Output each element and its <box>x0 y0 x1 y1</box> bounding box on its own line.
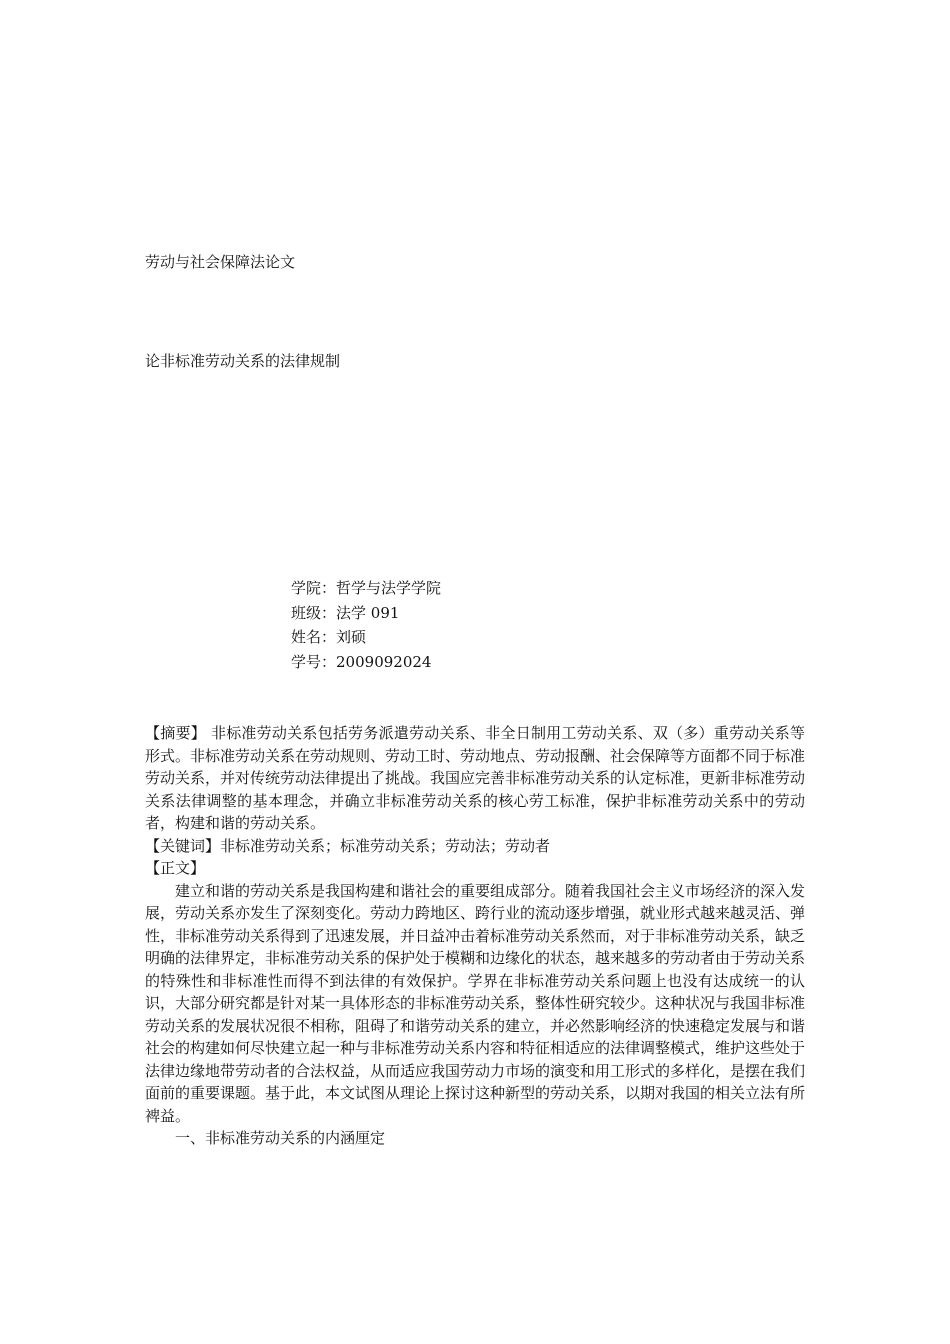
name-value: 刘硕 <box>336 628 367 646</box>
name-label: 姓名： <box>291 628 337 646</box>
keywords-paragraph <box>145 835 805 858</box>
body-paragraph-1: 建立和谐的劳动关系是我国构建和谐社会的重要组成部分。随着我国社会主义市场经济的深入发展，劳动关系亦发生了深刻变化。劳动力跨地区、跨行业的流动逐步增强，就业形式越来越灵活、弹性，非标准劳动关系得到了迅速发展，并日益冲击着标准劳动关系然而，对于非标准劳动关系，缺乏明确的法律界定，非标准劳动关系的保护处于模糊和边缘化的状态，越来越多的劳动者由于劳动关系的特殊性和非标准性而得不到法律的有效保护。学界在非标准劳动关系问题上也没有达成统一的认识，大部分研究都是针对某一具体形态的非标准劳动关系，整体性研究较少。这种状况与我国非标准劳动关系的发展状况很不相称，阻碍了和谐劳动关系的建立，并必然影响经济的快速稳定发展与和谐社会的构建如何尽快建立起一种与非标准劳动关系内容和特征相适应的法律调整模式，维护这些处于法律边缘地带劳动者的合法权益，从而适应我国劳动力市场的演变和用工形式的多样化，是摆在我们面前的重要课题。基于此，本文试图从理论上探讨这种新型的劳动关系，以期对我国的相关立法有所裨益。 <box>145 881 806 1125</box>
class-row <box>291 601 441 626</box>
college-value: 哲学与法学学院 <box>336 579 442 597</box>
series-title: 劳动与社会保障法论文 <box>145 253 296 271</box>
author-info <box>291 576 441 674</box>
class-label: 班级： <box>291 603 337 622</box>
keywords-text: 非标准劳动关系；标准劳动关系；劳动法；劳动者 <box>220 836 551 855</box>
abstract-label: 【摘要】 <box>145 724 206 742</box>
class-value: 法学 091 <box>336 603 400 622</box>
college-row <box>291 576 441 601</box>
body-label: 【正文】 <box>145 859 206 877</box>
body-block <box>145 722 805 1150</box>
abstract-paragraph <box>145 722 805 835</box>
student-id-row <box>291 650 441 675</box>
college-label: 学院： <box>291 579 337 597</box>
paper-title: 论非标准劳动关系的法律规制 <box>145 352 341 370</box>
keywords-label: 【关键词】 <box>145 836 221 855</box>
name-row <box>291 625 441 650</box>
section-1-heading: 一、非标准劳动关系的内涵厘定 <box>175 1129 386 1147</box>
abstract-text: 非标准劳动关系包括劳务派遣劳动关系、非全日制用工劳动关系、双（多）重劳动关系等形式。非标准劳动关系在劳动规则、劳动工时、劳动地点、劳动报酬、社会保障等方面都不同于标准劳动关系，并对传统劳动法律提出了挑战。我国应完善非标准劳动关系的认定标准，更新非标准劳动关系法律调整的基本理念，并确立非标准劳动关系的核心劳工标准，保护非标准劳动关系中的劳动者，构建和谐的劳动关系。 <box>145 724 806 832</box>
student-id-label: 学号： <box>291 652 337 671</box>
student-id-value: 2009092024 <box>336 652 432 671</box>
